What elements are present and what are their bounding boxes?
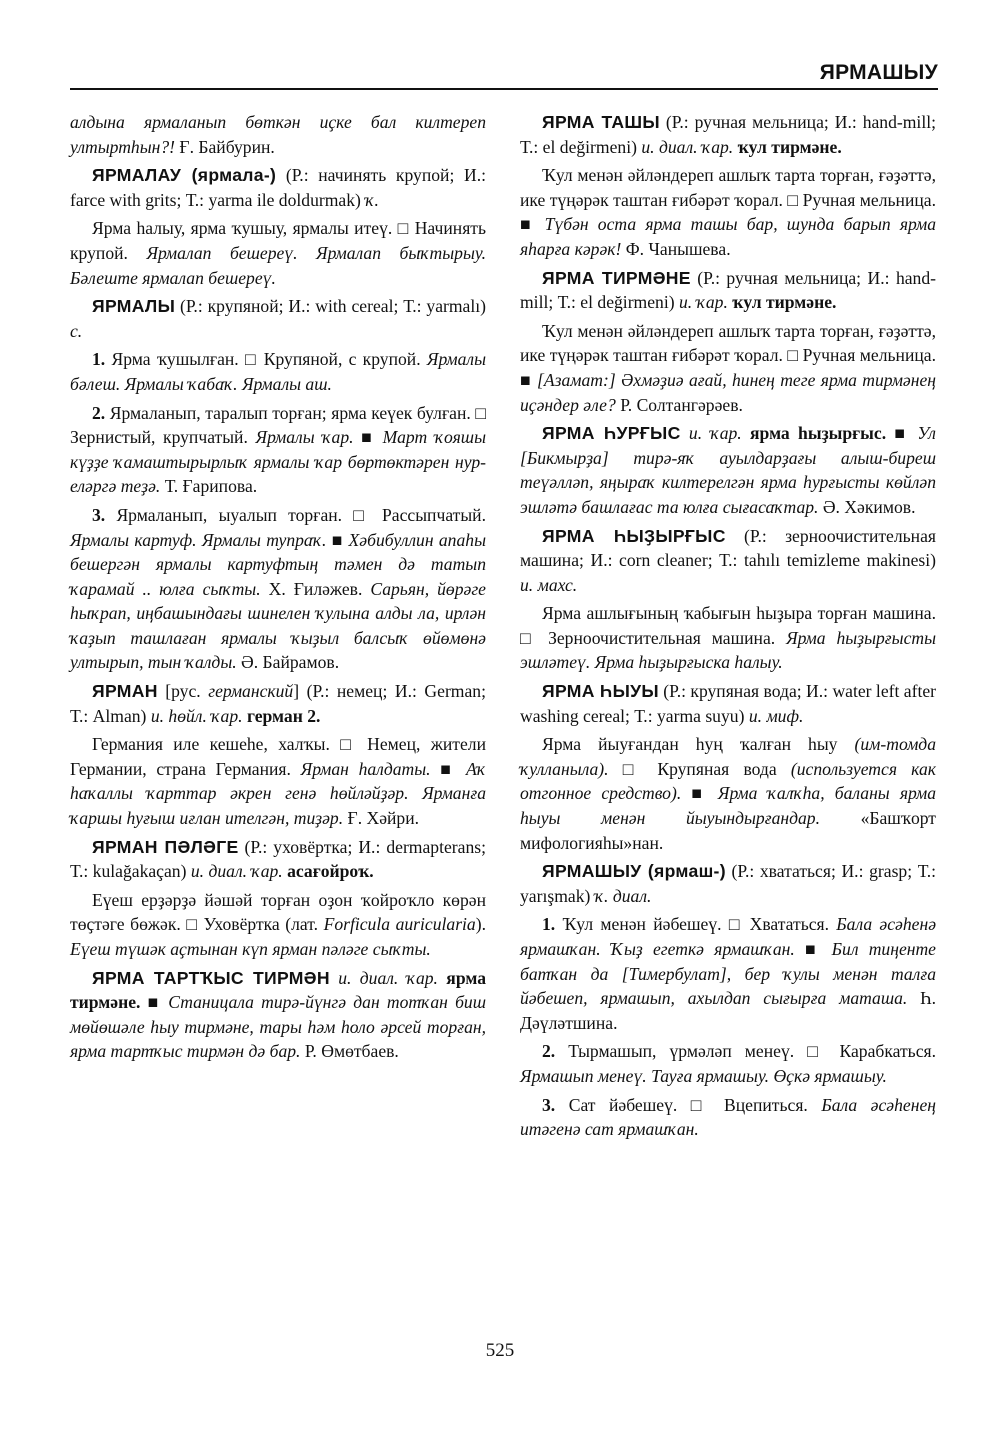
dictionary-paragraph: ЯРМА ҺЫУЫ (Р.: крупяная вода; И.: water left after washing cereal; Т.: yarma suyu) и. миф. [520,681,936,726]
dictionary-paragraph: 2. Тырмашып, үрмәләп менеү. □ Карабкаться. Ярмашып менеү. Тауға ярмашыу. Өҫкә ярмашыу. [520,1041,936,1086]
dictionary-paragraph: ЯРМА ТАРТҠЫС ТИРМӘН и. диал. ҡар. ярма тирмәне. ■ Станицала тирә-йүнгә дан тотҡан биш мөйөшәле һыу тирмәне, тары һәм һоло әрсей торған, ярма тартҡыс тирмән дә бар. Р. Өмөтбаев. [70,967,486,1062]
dictionary-paragraph: Ярма йыуғандан һуң ҡалған һыу (им-томда ҡулланыла). □ Крупяная вода (используется как отгонное средство). ■ Ярма ҡалҡһа, баланы ярма һыуы менән йыуындырғандар. «Башҡорт мифологияһы»нан. [520,734,936,853]
dictionary-paragraph: ЯРМА ТАШЫ (Р.: ручная мельница; И.: hand-mill; Т.: el değirmeni) и. диал. ҡар. ҡул тирмәне. [520,112,936,157]
dictionary-paragraph: ЯРМАЛАУ (ярмала-) (Р.: начинять крупой; И.: farce with grits; Т.: yarma ile doldurmak) ҡ. [70,165,486,210]
left-column [70,110,486,1068]
dictionary-paragraph: ЯРМАШЫУ (ярмаш-) (Р.: хвататься; И.: grasp; Т.: yarışmak) ҡ. диал. [520,861,937,906]
right-column [520,110,936,1146]
dictionary-paragraph: ЯРМАН [рус. германский] (Р.: немец; И.: German; Т.: Alman) и. һөйл. ҡар. герман 2. [70,681,486,726]
dictionary-paragraph: Ярма һалыу, ярма ҡушыу, ярмалы итеү. □ Начинять крупой. Ярмалап бешереү. Ярмалап быҡтырыу. Бәлеште ярмалап бешереү. [70,218,486,288]
dictionary-paragraph: 1. Ярма ҡушылған. □ Крупяной, с крупой. Ярмалы бәлеш. Ярмалы ҡабаҡ. Ярмалы аш. [70,349,486,394]
running-head [70,58,938,90]
dictionary-paragraph: ЯРМА ҺУРҒЫС и. ҡар. ярма һыҙырғыс. ■ Ул [Бикмырҙа] тирә-яҡ ауылдарҙағы алыш-биреш теүәлләп, яңыраҡ килтерелгән ярма һурғысты көйләп эшләтә башлағас та юлға сығасаҡтар. Ә. Хәкимов. [520,423,936,517]
page-number: 525 [485,1340,515,1361]
dictionary-paragraph: ЯРМА ТИРМӘНЕ (Р.: ручная мельница; И.: hand-mill; Т.: el değirmeni) и. ҡар. ҡул тирмәне. [520,267,936,313]
dictionary-paragraph: Ярма ашлығының ҡабығын һыҙыра торған машина. □ Зерноочистительная машина. Ярма һыҙырғысты эшләтеү. Ярма һыҙырғыска һалыу. [520,603,937,673]
dictionary-paragraph: Еүеш ерҙәрҙә йәшәй торған оҙон ҡойроҡло көрән төҫтәге бөжәк. □ Уховёртка (лат. Forficula auricularia). Еүеш түшәк аҫтынан күп ярман пәләге сыҡты. [70,889,486,959]
dictionary-paragraph: алдына ярмаланып бөткән иҫке бал килтереп ултыртһын?! Ғ. Байбурин. [70,112,486,157]
dictionary-paragraph: 3. Ярмаланып, ыуалып торған. □ Рассыпчатый. Ярмалы картуф. Ярмалы тупраҡ. ■ Хәбибуллин апаһы бешергән ярмалы картуфтың тәмен дә татып ҡарамай .. юлға сыҡты. Х. Ғиләжев. Сарьян, йөрәге һыҡрап, иңбашындағы шинелен ҡулына алды ла, ирлән ҡаҙып ташлаған ярмалы ҡыҙыл балсыҡ өйөмөнә ултырып, тын ҡалды. Ә. Байрамов. [70,504,486,673]
dictionary-paragraph: ЯРМА ҺЫҘЫРҒЫС (Р.: зерноочистительная машина; И.: corn cleaner; Т.: tahılı temizleme makinesi) и. махс. [520,525,936,595]
dictionary-paragraph: ЯРМАН ПӘЛӘГЕ (Р.: уховёртка; И.: dermapterans; Т.: kulağakaçan) и. диал. ҡар. асағойроҡ. [70,836,486,882]
running-head-word: ЯРМАШЫУ [819,61,938,84]
dictionary-paragraph: Ҡул менән әйләндереп ашлыҡ тарта торған, ғәҙәттә, ике түңәрәк таштан ғибәрәт ҡорал. □ Ручная мельница. ■ [Азамат:] Әхмәҙиә ағай, һинең теге ярма тирмәнең иҫәндер әле? Р. Солтангәрәев. [520,320,937,415]
dictionary-paragraph: 3. Сат йәбешеү. □ Вцепиться. Бала әсәһенең итәгенә сат ярмашҡан. [520,1094,936,1140]
dictionary-paragraph: Ҡул менән әйләндереп ашлыҡ тарта торған, ғәҙәттә, ике түңәрәк таштан ғибәрәт ҡорал. □ Ручная мельница. ■ Түбән оста ярма ташы бар, шунда барып ярма яһарға кәрәк! Ф. Чанышева. [520,165,936,259]
dictionary-paragraph: ЯРМАЛЫ (Р.: крупяной; И.: with cereal; Т.: yarmalı) с. [70,296,486,341]
dictionary-paragraph: Германия иле кешеһе, халҡы. □ Немец, жители Германии, страна Германия. Ярман һалдаты. ■ Аҡ һаҡаллы ҡарттар әкрен генә һөйләйҙәр. Ярманға ҡаршы һуғыш иғлан ителгән, тиҙәр. Ғ. Хәйри. [70,734,486,829]
dictionary-paragraph: 2. Ярмаланып, таралып торған; ярма кеүек булған. □ Зернистый, крупчатый. Ярмалы ҡар. ■ Март ҡояшы күҙҙе ҡамаштырырлыҡ ярмалы ҡар бөртөктәрен нур-еләргә теҙә. Т. Ғарипова. [70,402,487,497]
dictionary-paragraph: 1. Ҡул менән йәбешеү. □ Хвататься. Бала әсәһенә ярмашҡан. Ҡыҙ егеткә ярмашҡан. ■ Бил тиңенте батҡан да [Тимербулат], бер ҡулы менән талға йәбешеп, ярмашып, ахылдап сығырға маташа. Һ. Дәүләтшина. [520,914,937,1033]
